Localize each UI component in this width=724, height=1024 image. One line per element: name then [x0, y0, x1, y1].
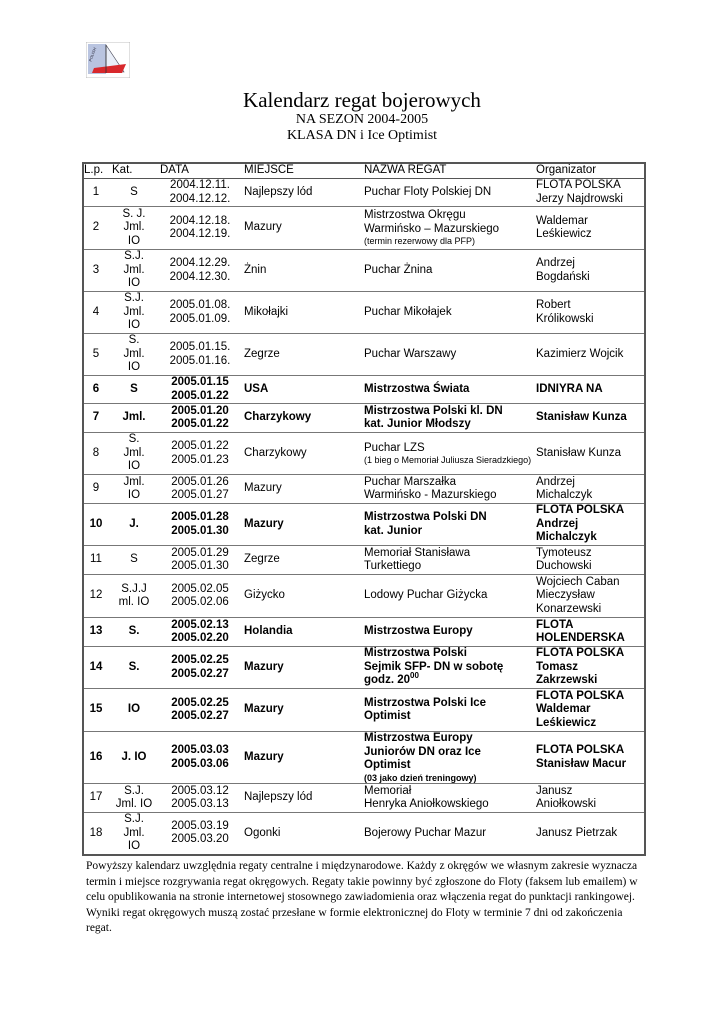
cell-lp — [82, 575, 110, 618]
cell-lp-text: 7 — [92, 411, 100, 424]
time-superscript: 00 — [410, 671, 419, 681]
cell-organizer — [534, 732, 646, 784]
table-row — [82, 732, 646, 784]
cell-date-text: 2005.01.15. 2005.01.16. — [169, 341, 231, 367]
cell-lp-text: 9 — [92, 482, 100, 495]
cell-regatta-name-text: Mistrzostwa Europy Juniorów DN oraz Ice Optimist — [364, 732, 481, 771]
table-row — [82, 546, 646, 575]
table-header-row — [82, 163, 646, 179]
cell-lp — [82, 475, 110, 504]
cell-lp-text: 13 — [89, 625, 103, 638]
table-row — [82, 647, 646, 689]
cell-date — [158, 689, 242, 732]
cell-regatta-name-text: Puchar Mikołajek — [364, 305, 452, 318]
cell-date — [158, 334, 242, 376]
table-row — [82, 475, 646, 504]
cell-kat — [110, 207, 158, 250]
cell-place-text: Charzykowy — [244, 446, 307, 459]
cell-kat — [110, 618, 158, 647]
cell-kat — [110, 433, 158, 475]
cell-date — [158, 292, 242, 334]
class-subtitle: KLASA DN i Ice Optimist — [286, 128, 438, 143]
cell-kat-text: S.J. Jml. IO — [123, 250, 145, 290]
cell-organizer-text: FLOTA POLSKA Jerzy Najdrowski — [536, 179, 623, 205]
cell-lp-text: 1 — [92, 185, 100, 198]
cell-lp-text: 6 — [92, 382, 100, 395]
cell-place — [242, 250, 362, 292]
cell-regatta-name — [362, 292, 534, 334]
cell-lp-text: 14 — [89, 660, 103, 673]
cell-date-text: 2005.03.03 2005.03.06 — [171, 744, 229, 770]
cell-lp — [82, 250, 110, 292]
cell-kat-text: S. — [128, 660, 140, 673]
cell-organizer-text: Andrzej Bogdański — [536, 257, 590, 283]
cell-date-text: 2005.03.12 2005.03.13 — [171, 784, 229, 810]
cell-regatta-name — [362, 784, 534, 813]
cell-kat-text: J. IO — [121, 750, 147, 763]
cell-organizer-text: FLOTA POLSKA Stanisław Macur — [536, 744, 627, 770]
cell-organizer-text: Kazimierz Wojcik — [536, 347, 624, 360]
cell-regatta-name — [362, 546, 534, 575]
cell-regatta-name — [362, 504, 534, 546]
cell-organizer-text: Janusz Aniołkowski — [536, 784, 597, 810]
cell-regatta-name — [362, 334, 534, 376]
cell-place — [242, 546, 362, 575]
cell-organizer — [534, 207, 646, 250]
header-nazwa: NAZWA REGAT — [362, 163, 534, 179]
cell-lp — [82, 813, 110, 855]
cell-kat — [110, 292, 158, 334]
cell-place — [242, 732, 362, 784]
cell-organizer — [534, 376, 646, 404]
cell-regatta-name — [362, 475, 534, 504]
cell-place — [242, 433, 362, 475]
cell-regatta-name — [362, 433, 534, 475]
table-row — [82, 404, 646, 433]
cell-regatta-name-text: Mistrzostwa Polski Sejmik SFP- DN w sobotę godz. 20 — [364, 647, 504, 687]
svg-text:POLISH: POLISH — [87, 46, 98, 63]
cell-lp-text: 10 — [89, 517, 103, 530]
cell-lp — [82, 179, 110, 207]
season-subtitle: NA SEZON 2004-2005 — [295, 112, 429, 127]
cell-regatta-name-text: Memoriał Henryka Aniołkowskiego — [364, 784, 489, 810]
cell-date — [158, 475, 242, 504]
cell-organizer — [534, 647, 646, 689]
cell-kat — [110, 475, 158, 504]
cell-place — [242, 504, 362, 546]
cell-lp-text: 16 — [89, 750, 103, 763]
cell-place — [242, 647, 362, 689]
cell-place-text: Mazury — [244, 482, 282, 495]
cell-lp — [82, 292, 110, 334]
cell-regatta-name — [362, 404, 534, 433]
cell-kat-text: J. — [129, 517, 139, 530]
cell-organizer-text: Stanisław Kunza — [536, 446, 622, 459]
cell-regatta-name-text: Mistrzostwa Polski Ice Optimist — [364, 696, 487, 722]
cell-date-text: 2005.01.29 2005.01.30 — [171, 546, 229, 572]
footer-note: Powyższy kalendarz uwzględnia regaty centralne i międzynarodowe. Każdy z okręgów we własnym zakresie wyznacza termin i miejsce rozgrywania regat okręgowych. Regaty takie powinny być zgłoszone do Floty (faksem lub emailem) w celu opublikowania na stronie internetowej stosownego zawiadomienia oraz włączenia regat do punktacji rankingowej. Wyniki regat okręgowych muszą zostać przesłane w formie elektronicznej do Floty w terminie 7 dni od zakończenia regat. — [86, 860, 638, 934]
cell-place — [242, 292, 362, 334]
cell-kat — [110, 689, 158, 732]
cell-place-text: Żnin — [244, 263, 267, 276]
cell-organizer-text: Wojciech Caban Mieczysław Konarzewski — [536, 575, 620, 615]
cell-regatta-name-text: Puchar Warszawy — [364, 347, 457, 360]
cell-organizer-text: FLOTA HOLENDERSKA — [536, 618, 625, 644]
cell-date-text: 2005.02.25 2005.02.27 — [171, 696, 229, 722]
cell-regatta-name-text: Puchar Żnina — [364, 263, 433, 276]
cell-place-text: Mazury — [244, 703, 284, 716]
cell-date — [158, 784, 242, 813]
cell-kat-text: S — [130, 382, 138, 395]
cell-organizer — [534, 504, 646, 546]
cell-kat-text: S. J. Jml. IO — [122, 207, 146, 247]
cell-organizer — [534, 813, 646, 855]
cell-lp — [82, 404, 110, 433]
cell-date — [158, 813, 242, 855]
cell-kat-text: S — [130, 185, 138, 198]
cell-organizer — [534, 250, 646, 292]
cell-date-text: 2004.12.11. 2004.12.12. — [169, 179, 231, 205]
table-row — [82, 784, 646, 813]
cell-organizer-text: FLOTA POLSKA Andrzej Michalczyk — [536, 504, 625, 544]
cell-lp — [82, 334, 110, 376]
cell-lp — [82, 207, 110, 250]
cell-lp-text: 15 — [89, 703, 103, 716]
cell-organizer — [534, 689, 646, 732]
cell-regatta-name-text: Mistrzostwa Polski DN kat. Junior — [364, 511, 487, 537]
cell-place-text: Holandia — [244, 625, 293, 638]
cell-regatta-name-text: Mistrzostwa Świata — [364, 382, 470, 395]
cell-organizer — [534, 334, 646, 376]
cell-lp — [82, 376, 110, 404]
table-row — [82, 334, 646, 376]
cell-kat — [110, 334, 158, 376]
regatta-note: (termin rezerwowy dla PFP) — [364, 236, 476, 247]
cell-kat-text: S. — [128, 625, 140, 638]
cell-place — [242, 376, 362, 404]
table-row — [82, 433, 646, 475]
cell-lp — [82, 689, 110, 732]
cell-date — [158, 732, 242, 784]
table-row — [82, 250, 646, 292]
cell-regatta-name — [362, 813, 534, 855]
cell-regatta-name — [362, 689, 534, 732]
table-row — [82, 689, 646, 732]
cell-regatta-name — [362, 376, 534, 404]
cell-regatta-name-text: Lodowy Puchar Giżycka — [364, 589, 488, 602]
cell-kat-text: S.J. Jml. IO — [123, 292, 145, 332]
cell-place — [242, 207, 362, 250]
cell-kat — [110, 575, 158, 618]
cell-kat-text: Jml. IO — [123, 475, 145, 501]
cell-kat-text: S.J. Jml. IO — [123, 813, 145, 852]
cell-date — [158, 250, 242, 292]
header-lp: L.p. — [82, 163, 110, 179]
cell-date — [158, 179, 242, 207]
cell-kat — [110, 179, 158, 207]
cell-regatta-name-text: Puchar Floty Polskiej DN — [364, 185, 492, 198]
cell-organizer — [534, 433, 646, 475]
cell-lp — [82, 647, 110, 689]
regatta-calendar-table — [82, 162, 646, 856]
cell-place — [242, 475, 362, 504]
cell-date — [158, 207, 242, 250]
table-row — [82, 618, 646, 647]
cell-kat-text: Jml. — [122, 411, 146, 424]
cell-regatta-name-text: Mistrzostwa Europy — [364, 625, 473, 638]
cell-kat-text: IO — [127, 703, 141, 716]
table-row — [82, 207, 646, 250]
cell-date — [158, 575, 242, 618]
cell-kat-text: S — [130, 553, 138, 566]
page-title: Kalendarz regat bojerowych — [243, 88, 481, 112]
cell-place — [242, 813, 362, 855]
header-organizator: Organizator — [534, 163, 646, 179]
table-row — [82, 504, 646, 546]
cell-regatta-name — [362, 575, 534, 618]
cell-kat — [110, 546, 158, 575]
cell-date-text: 2005.03.19 2005.03.20 — [171, 819, 229, 846]
cell-organizer-text: FLOTA POLSKA Tomasz Zakrzewski — [536, 647, 625, 687]
cell-place — [242, 689, 362, 732]
cell-place-text: Ogonki — [244, 826, 281, 839]
cell-place-text: Najlepszy lód — [244, 791, 313, 804]
table-row — [82, 292, 646, 334]
cell-date-text: 2005.01.15 2005.01.22 — [171, 376, 229, 402]
cell-place — [242, 404, 362, 433]
cell-lp — [82, 546, 110, 575]
cell-date-text: 2005.01.26 2005.01.27 — [171, 475, 229, 501]
cell-lp — [82, 433, 110, 475]
cell-lp — [82, 784, 110, 813]
cell-organizer — [534, 475, 646, 504]
cell-place — [242, 179, 362, 207]
cell-lp-text: 5 — [92, 347, 100, 360]
cell-place-text: Mikołajki — [244, 305, 289, 318]
cell-regatta-name — [362, 618, 534, 647]
header-miejsce: MIEJSCE — [242, 163, 362, 179]
cell-lp — [82, 618, 110, 647]
cell-regatta-name — [362, 179, 534, 207]
cell-organizer-text: Robert Królikowski — [536, 299, 594, 325]
cell-kat-text: S.J.J ml. IO — [118, 582, 150, 608]
cell-place-text: USA — [244, 382, 269, 395]
cell-regatta-name — [362, 647, 534, 689]
cell-kat — [110, 504, 158, 546]
header-kat: Kat. — [110, 163, 158, 179]
table-row — [82, 575, 646, 618]
cell-place — [242, 575, 362, 618]
cell-place-text: Mazury — [244, 750, 284, 763]
cell-kat-text: S. Jml. IO — [123, 334, 145, 374]
cell-date-text: 2004.12.18. 2004.12.19. — [169, 214, 231, 240]
cell-regatta-name-text: Mistrzostwa Polski kl. DN kat. Junior Młodszy — [364, 404, 503, 430]
cell-lp-text: 3 — [92, 263, 100, 276]
cell-organizer-text: Janusz Pietrzak — [536, 826, 618, 839]
cell-kat-text: S.J. Jml. IO — [115, 784, 153, 810]
table-row — [82, 813, 646, 855]
cell-place — [242, 784, 362, 813]
cell-place-text: Zegrze — [244, 553, 280, 566]
cell-organizer — [534, 292, 646, 334]
cell-regatta-name-text: Mistrzostwa Okręgu Warmińsko – Mazurskiego — [364, 209, 500, 235]
cell-kat — [110, 732, 158, 784]
cell-date-text: 2005.01.28 2005.01.30 — [171, 511, 229, 537]
cell-organizer — [534, 546, 646, 575]
cell-regatta-name — [362, 207, 534, 250]
cell-kat — [110, 647, 158, 689]
cell-lp-text: 18 — [89, 826, 103, 839]
cell-organizer — [534, 618, 646, 647]
regatta-note: (1 bieg o Memoriał Juliusza Sieradzkiego) — [364, 455, 532, 465]
regatta-note: (03 jako dzień treningowy) — [364, 772, 477, 783]
cell-date — [158, 618, 242, 647]
cell-lp-text: 12 — [89, 589, 103, 602]
table-row — [82, 179, 646, 207]
cell-organizer-text: Waldemar Leśkiewicz — [536, 214, 592, 240]
cell-lp-text: 11 — [90, 553, 102, 566]
cell-kat-text: S. Jml. IO — [123, 433, 145, 473]
cell-place-text: Zegrze — [244, 347, 280, 360]
cell-lp — [82, 732, 110, 784]
cell-date — [158, 647, 242, 689]
cell-organizer-text: FLOTA POLSKA Waldemar Leśkiewicz — [536, 689, 625, 729]
cell-organizer — [534, 784, 646, 813]
cell-lp — [82, 504, 110, 546]
cell-regatta-name — [362, 732, 534, 784]
cell-date-text: 2005.02.13 2005.02.20 — [171, 618, 229, 644]
cell-lp-text: 8 — [92, 446, 100, 459]
cell-date — [158, 376, 242, 404]
cell-date-text: 2005.01.08. 2005.01.09. — [169, 299, 231, 325]
cell-organizer-text: Andrzej Michalczyk — [536, 475, 593, 501]
cell-date — [158, 433, 242, 475]
cell-kat — [110, 813, 158, 855]
cell-kat — [110, 784, 158, 813]
cell-regatta-name-text: Puchar LZS — [364, 441, 425, 454]
cell-organizer-text: Tymoteusz Duchowski — [536, 546, 592, 572]
table-row — [82, 376, 646, 404]
cell-organizer — [534, 404, 646, 433]
cell-date-text: 2005.01.20 2005.01.22 — [171, 404, 229, 430]
cell-place-text: Charzykowy — [244, 411, 312, 424]
cell-date-text: 2005.02.25 2005.02.27 — [171, 654, 229, 680]
cell-organizer — [534, 575, 646, 618]
cell-organizer-text: IDNIYRA NA — [536, 382, 603, 395]
cell-date — [158, 504, 242, 546]
cell-place-text: Giżycko — [244, 589, 285, 602]
cell-regatta-name-text: Bojerowy Puchar Mazur — [364, 826, 487, 839]
cell-place — [242, 334, 362, 376]
cell-date — [158, 546, 242, 575]
cell-regatta-name — [362, 250, 534, 292]
cell-date-text: 2005.02.05 2005.02.06 — [171, 582, 229, 608]
cell-date-text: 2005.01.22 2005.01.23 — [171, 440, 229, 466]
cell-place-text: Najlepszy lód — [244, 185, 313, 198]
cell-place — [242, 618, 362, 647]
cell-organizer — [534, 179, 646, 207]
cell-lp-text: 2 — [92, 221, 100, 234]
header-data: DATA — [158, 163, 242, 179]
cell-kat — [110, 376, 158, 404]
iceboat-logo-icon — [86, 42, 130, 78]
cell-organizer-text: Stanisław Kunza — [536, 411, 627, 424]
cell-date-text: 2004.12.29. 2004.12.30. — [169, 257, 231, 283]
cell-kat — [110, 404, 158, 433]
cell-regatta-name-text: Puchar Marszałka Warmińsko - Mazurskiego — [364, 475, 497, 501]
cell-kat — [110, 250, 158, 292]
cell-regatta-name-text: Memoriał Stanisława Turkettiego — [364, 546, 471, 572]
cell-place-text: Mazury — [244, 517, 284, 530]
cell-place-text: Mazury — [244, 660, 284, 673]
cell-lp-text: 4 — [92, 305, 100, 318]
cell-lp-text: 17 — [89, 791, 103, 804]
cell-place-text: Mazury — [244, 221, 282, 234]
cell-date — [158, 404, 242, 433]
